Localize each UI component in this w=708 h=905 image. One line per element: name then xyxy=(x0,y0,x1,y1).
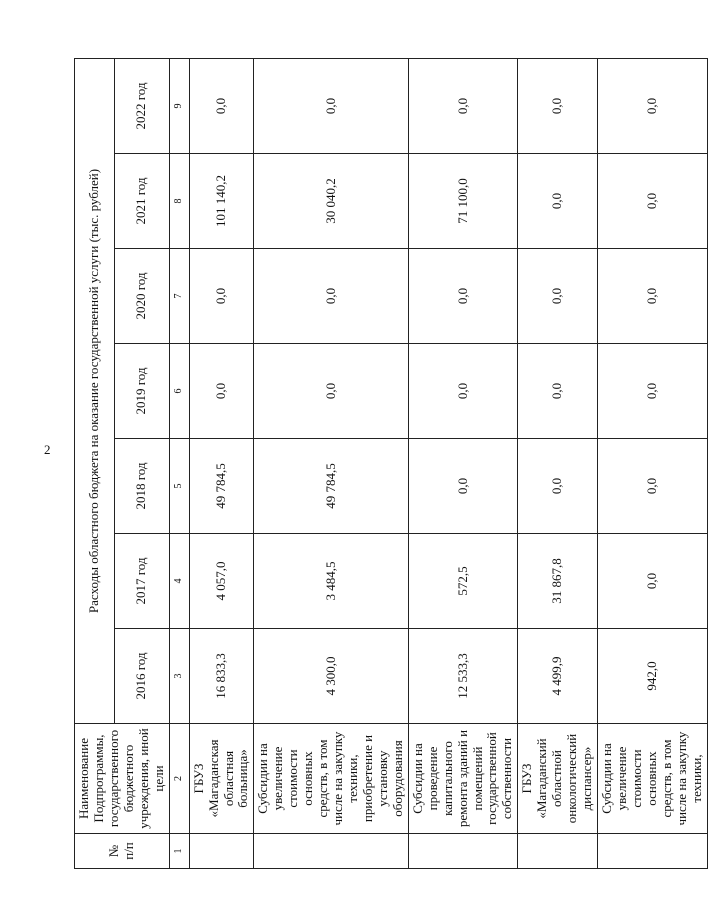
header-year: 2022 год xyxy=(114,58,169,153)
value-cell: 0,0 xyxy=(254,344,408,439)
value-cell: 942,0 xyxy=(598,629,708,724)
value-cell: 16 833,3 xyxy=(189,629,254,724)
value-cell: 0,0 xyxy=(598,154,708,249)
value-cell: 49 784,5 xyxy=(189,439,254,534)
row-number xyxy=(598,834,708,869)
page-number: 2 xyxy=(44,442,51,457)
value-cell: 3 484,5 xyxy=(254,534,408,629)
value-cell: 12 533,3 xyxy=(408,629,518,724)
table-row xyxy=(408,58,518,868)
column-number: 8 xyxy=(169,154,189,249)
header-year: 2017 год xyxy=(114,534,169,629)
value-cell: 0,0 xyxy=(254,249,408,344)
value-cell: 30 040,2 xyxy=(254,154,408,249)
value-cell: 0,0 xyxy=(189,344,254,439)
row-number xyxy=(254,834,408,869)
column-number: 3 xyxy=(169,629,189,724)
table-row xyxy=(598,58,708,868)
row-name: ГБУЗ «Магаданский областной онкологический диспансер» xyxy=(518,724,598,834)
row-name: Субсидии на проведение капитального ремонта зданий и помещений государственной собственности xyxy=(408,724,518,834)
header-year: 2020 год xyxy=(114,249,169,344)
header-name: Наименование Подпрограммы, государственного бюджетного учреждения, иной цели xyxy=(75,724,170,834)
row-name: ГБУЗ «Магаданская областная больница» xyxy=(189,724,254,834)
header-year: 2016 год xyxy=(114,629,169,724)
value-cell: 0,0 xyxy=(598,58,708,153)
row-number xyxy=(189,834,254,869)
value-cell: 71 100,0 xyxy=(408,154,518,249)
row-number xyxy=(408,834,518,869)
value-cell: 0,0 xyxy=(408,249,518,344)
column-number: 7 xyxy=(169,249,189,344)
header-number: № п/п xyxy=(75,834,170,869)
header-year: 2019 год xyxy=(114,344,169,439)
value-cell: 572,5 xyxy=(408,534,518,629)
column-number: 2 xyxy=(169,724,189,834)
rotated-table-container xyxy=(74,59,704,869)
value-cell: 0,0 xyxy=(518,439,598,534)
value-cell: 31 867,8 xyxy=(518,534,598,629)
header-year: 2018 год xyxy=(114,439,169,534)
table-row xyxy=(254,58,408,868)
value-cell: 0,0 xyxy=(518,154,598,249)
value-cell: 0,0 xyxy=(408,439,518,534)
value-cell: 0,0 xyxy=(254,58,408,153)
value-cell: 0,0 xyxy=(189,249,254,344)
value-cell: 0,0 xyxy=(598,534,708,629)
value-cell: 0,0 xyxy=(518,249,598,344)
row-name: Субсидии на увеличение стоимости основных средств, в том числе на закупку техники, xyxy=(598,724,708,834)
row-number xyxy=(518,834,598,869)
value-cell: 0,0 xyxy=(598,344,708,439)
column-number: 1 xyxy=(169,834,189,869)
column-number: 6 xyxy=(169,344,189,439)
header-year: 2021 год xyxy=(114,154,169,249)
row-name: Субсидии на увеличение стоимости основных средств, в том числе на закупку техники, приобретение и установку оборудования xyxy=(254,724,408,834)
value-cell: 0,0 xyxy=(408,58,518,153)
header-expenses-group: Расходы областного бюджета на оказание государственной услуги (тыс. рублей) xyxy=(75,58,115,723)
value-cell: 0,0 xyxy=(518,344,598,439)
value-cell: 101 140,2 xyxy=(189,154,254,249)
value-cell: 4 499,9 xyxy=(518,629,598,724)
table-row xyxy=(518,58,598,868)
value-cell: 0,0 xyxy=(518,58,598,153)
column-number: 9 xyxy=(169,58,189,153)
budget-table xyxy=(74,58,708,869)
column-number: 5 xyxy=(169,439,189,534)
value-cell: 4 300,0 xyxy=(254,629,408,724)
table-row xyxy=(189,58,254,868)
value-cell: 0,0 xyxy=(189,58,254,153)
value-cell: 0,0 xyxy=(598,249,708,344)
value-cell: 0,0 xyxy=(598,439,708,534)
value-cell: 0,0 xyxy=(408,344,518,439)
value-cell: 4 057,0 xyxy=(189,534,254,629)
column-number-row xyxy=(169,58,189,868)
value-cell: 49 784,5 xyxy=(254,439,408,534)
column-number: 4 xyxy=(169,534,189,629)
